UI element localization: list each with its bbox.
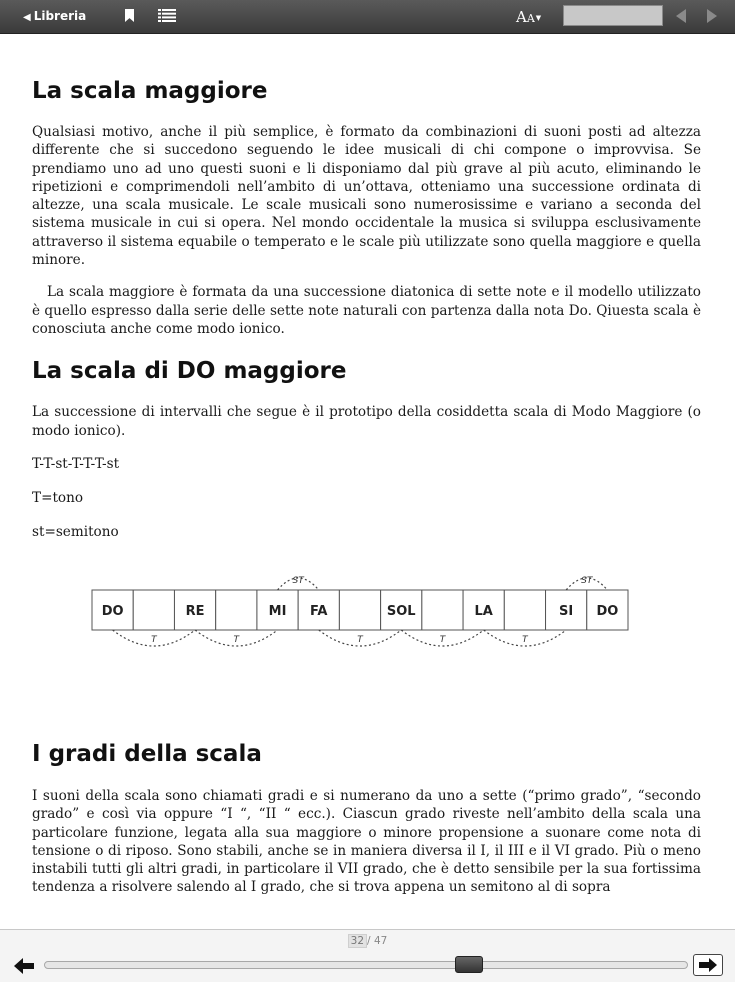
total-pages: 47 [373,935,388,947]
search-input[interactable] [563,5,663,26]
heading-gradi-scala: I gradi della scala [32,741,262,767]
library-back-button[interactable] [23,6,86,26]
tone-label: T [357,635,363,645]
note-label: MI [268,604,287,619]
next-page-button[interactable] [693,954,723,976]
top-toolbar [0,0,735,34]
next-result-icon[interactable] [707,9,717,23]
caret-down-icon: ▼ [535,13,542,22]
list-icon[interactable] [158,9,176,22]
semitone-label: ST [581,576,593,586]
arrow-right-icon [698,957,718,973]
interval-formula: T-T-st-T-T-T-st [32,455,120,472]
scale-diagram [90,570,630,656]
note-label: DO [596,604,619,619]
tone-label: T [151,635,157,645]
paragraph-gradi: I suoni della scala sono chiamati gradi e si numerano da uno a sette (“primo grado”, “secondo grado” e così via oppure “I “, “II “ ecc.). Ciascun grado riveste nell’ambito della scala una particolare funzione, legata alla sua maggiore o minore propensione a suonare come nota di tensione o di riposo. Sono stabili, anche se in maniera diversa il I, il III e il VI grado. Più o meno instabili tutti gli altri gradi, in particolare il VII grado, che è detto sensibile per la sua fortissima tendenza a risolvere salendo al I grado, che si trova appena un semitono al di sopra [32,788,701,896]
heading-scala-maggiore: La scala maggiore [32,78,268,104]
bottom-navigation-bar [0,929,735,982]
paragraph-intro: Qualsiasi motivo, anche il più semplice, è formato da combinazioni di suoni posti ad altezza differente che si succedono seguendo le idee musicali di chi compone o improvvisa. Se prendiamo uno ad uno questi suoni e li disponiamo dal più grave al più acuto, eliminando le ripetizioni e comprimendoli nell’ambito di un’ottava, otteniamo una successione ordinata di altezze, una scala musicale. Le scale musicali sono numerosissime e variano a seconda del sistema musicale in cui si opera. Nel mondo occidentale la musica si sviluppa esclusivamente attraverso il sistema equabile o temperato e le scale più utilizzate sono quella maggiore e quella minore. [32,124,701,269]
library-back-label: Libreria [33,9,87,23]
legend-semitone: st=semitono [32,524,119,541]
tone-label: T [233,635,240,645]
paragraph-scala-maggiore: La scala maggiore è formata da una successione diatonica di sette note e il modello utilizzato è quello espresso dalla serie delle sette note naturali con partenza dalla nota Do. Qiuesta scala è conosciuta anche come modo ionico. [32,284,701,337]
paragraph-successione: La successione di intervalli che segue è il prototipo della cosiddetta scala di Modo Maggiore (o modo ionico). [32,404,701,439]
note-label: SOL [386,604,416,619]
scale-cell [422,590,463,630]
note-label: FA [310,604,328,619]
triangle-left-icon: ◀ [23,12,31,23]
font-size-button[interactable] [516,7,541,27]
note-label: SI [559,604,574,619]
page-slider-track[interactable] [44,961,688,969]
note-label: LA [474,604,493,619]
scale-cell [504,590,545,630]
tone-label: T [439,635,446,645]
scale-cell [216,590,257,630]
note-label: DO [101,604,124,619]
arrow-left-icon[interactable] [13,957,35,975]
page-slider-thumb[interactable] [455,956,483,973]
bookmark-icon[interactable] [125,9,134,22]
current-page-number[interactable]: 32 [348,934,367,948]
scale-cell [133,590,174,630]
semitone-label: ST [292,576,304,586]
heading-scala-do-maggiore: La scala di DO maggiore [32,358,347,385]
font-size-big-label: A [516,8,527,26]
tone-label: T [522,635,528,645]
page-indicator [0,935,735,947]
scale-cell [339,590,380,630]
legend-tone: T=tono [32,490,84,507]
page-content [32,33,701,542]
page-separator: / [367,935,371,947]
font-size-small-label: A [526,12,535,25]
note-label: RE [185,604,205,619]
previous-result-icon[interactable] [676,9,686,23]
